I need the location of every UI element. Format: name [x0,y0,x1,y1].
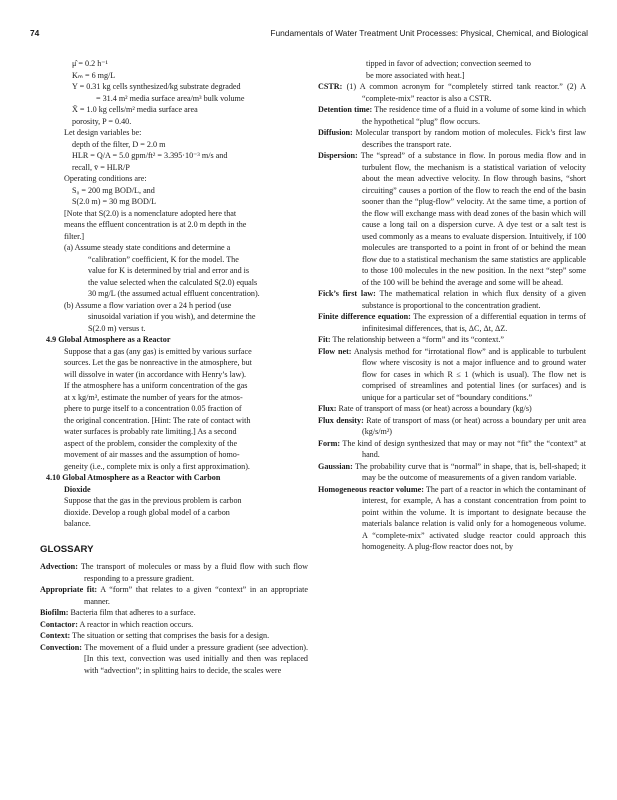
glossary-term: Context: [40,631,71,640]
glossary-term: Fit: [318,335,331,344]
glossary-entry [40,619,308,631]
glossary-definition: The transport of molecules or mass by a fluid flow with such flow responding to a pressure gradient. [80,562,308,583]
glossary-entry [40,584,308,607]
right-column [318,58,586,553]
glossary-entry [318,461,586,484]
problem-title: Global Atmosphere as a Reactor [58,335,171,344]
item-line: “calibration” coefficient, K for the model. The [88,254,239,264]
problem-number: 4.10 [46,473,61,482]
glossary-definition: The kind of design synthesized that may or may not “fit” the “context” at hand. [342,438,586,459]
glossary-entry [318,104,586,127]
item-line: the value selected when the calculated S(2.0) equals [88,277,258,287]
glossary-entry [318,311,586,334]
glossary-entry [318,334,586,346]
problem-4-10-title [40,472,308,484]
item-a [40,242,308,300]
problem-line: movement of air masses and the assumption of homo- [64,450,240,459]
glossary-term: Flux density: [318,415,364,425]
glossary-entry [318,288,586,311]
note-line: filter.] [64,231,85,241]
item-line: (b) Assume a flow variation over a 24 h period (use [64,300,232,310]
glossary-entry [318,415,586,438]
item-b [40,300,308,335]
glossary-entry [318,403,586,415]
glossary-term: Contactor: [40,619,78,629]
problem-line: water surfaces is probably rate limiting.] As a second [64,427,237,436]
problem-line: balance. [64,519,91,528]
problem-line: the original concentration. [Hint: The rate of contact with [64,415,251,425]
glossary-definition: The residence time of a fluid in a volume of some kind in which the hypothetical “plug” flow occurs. [362,105,586,126]
param-line: Y = 0.31 kg cells synthesized/kg substrate degraded [72,82,241,91]
glossary-term: Diffusion: [318,128,353,137]
glossary-term: Flux: [318,404,337,413]
continuation-line: be more associated with heat.] [366,70,465,80]
glossary-entry [318,127,586,150]
operating-line: S₀ = 200 mg BOD/L, and [72,185,155,195]
problem-line: Suppose that a gas (any gas) is emitted by various surface [64,346,252,356]
glossary-definition: The relationship between a “form” and its “context.” [332,335,504,344]
design-line: recall, v̄ = HLR/P [72,162,130,172]
glossary-definition: The “spread” of a substance in flow. In porous media flow and in turbulent flow, the mechanism is a statistical variation of velocity about the mean advective velocity. In flow through basins, “short circuiting” causes a portion of the flow to reach the end of the basin sooner than the “plug-flow” velocity. At the same time, a portion of the flow will exchange mass with dead zones of the basin which will cause a long tail on a dispersion curve. A dye test or a salt test is used commonly as a means to evaluate dispersion. Intuitively, if 100 molecules are transported to a point in front of or behind the mean flow due to a statistical mechanism the same statistics are applicable to those 100 molecules in the new position. In the next “step” some of the 100 will be behind the average and some will be ahead. [360,151,586,287]
problem-line: geneity (i.e., complete mix is only a first approximation). [64,461,250,471]
glossary-term: CSTR: [318,82,343,91]
param-line: porosity, P = 0.40. [72,116,132,126]
continuation-line: tipped in favor of advection; convection seemed to [366,59,531,68]
design-line: depth of the filter, D = 2.0 m [72,139,166,149]
operating-intro: Operating conditions are: [64,174,147,183]
note [40,208,308,243]
glossary-term: Biofilm: [40,608,69,617]
glossary-definition: The mathematical relation in which flux density of a given substance is proportional to the concentration gradient. [362,289,586,310]
glossary-term: Convection: [40,642,82,652]
param-line: = 31.4 m² media surface area/m³ bulk volume [96,93,245,103]
glossary-definition: (1) A common acronym for “completely stirred tank reactor.” (2) A “complete-mix” reactor is also a CSTR. [346,82,587,103]
glossary-term: Gaussian: [318,461,353,471]
glossary-entry [40,642,308,677]
glossary-entry [318,346,586,404]
running-header [30,28,588,42]
glossary-definition: Rate of transport of mass (or heat) across a boundary (kg/s) [338,404,532,413]
glossary-entry [40,561,308,584]
page-number: 74 [30,28,40,38]
problem-title-cont: Dioxide [64,484,91,494]
running-title: Fundamentals of Water Treatment Unit Processes: Physical, Chemical, and Biological [270,28,588,38]
glossary-definition: The part of a reactor in which the contaminant of interest, for example, A has a constant concentration from point to point within the volume. It is important to designate because the materials balance relation is valid only for a homogeneous volume. A “complete-mix” activated sludge reactor could approach this homogeneity. A plug-flow reactor does not, by [362,484,586,551]
problem-line: sources. Let the gas be nonreactive in the atmosphere, but [64,358,252,367]
glossary-definition: The situation or setting that comprises the basis for a design. [72,631,270,640]
problem-4-9-body [40,346,308,473]
glossary-heading: GLOSSARY [40,543,94,555]
glossary-definition: A “form” that relates to a given “context” in an appropriate manner. [84,585,308,606]
problem-line: dioxide. Develop a rough global model of a carbon [64,507,230,517]
glossary-definition: Bacteria film that adheres to a surface. [70,608,196,617]
glossary-definition: Molecular transport by random motion of molecules. Fick’s first law describes the transport rate. [355,128,586,149]
glossary-entry [40,630,308,642]
design-line: HLR = Q/A = 5.0 gpm/ft² = 3.395·10⁻³ m/s and [72,151,228,160]
glossary-entry [318,81,586,104]
problem-line: phere to purge itself to a concentration 0.05 fraction of [64,404,242,413]
item-line: 30 mg/L (the assumed actual effluent concentration). [88,289,260,298]
problem-line: will dissolve in water (in accordance with Henry’s law). [64,369,247,379]
glossary-term: Form: [318,438,341,448]
note-line: means the effluent concentration is at 2.0 m depth in the [64,220,247,229]
glossary-entry [40,607,308,619]
problem-line: Suppose that the gas in the previous problem is carbon [64,496,242,505]
glossary-entry [318,150,586,288]
param-line: Kₘ = 6 mg/L [72,70,116,80]
glossary-term: Fick’s first law: [318,289,376,298]
param-line: μ̂ = 0.2 h⁻¹ [72,59,108,68]
glossary-term: Homogeneous reactor volume: [318,484,424,494]
glossary-term: Dispersion: [318,151,358,160]
design-intro: Let design variables be: [64,128,142,137]
glossary-definition: The expression of a differential equation in terms of infinitesimal differences, that is, ΔC, Δt, ΔZ. [362,312,587,333]
left-column [40,58,308,676]
parameter-list [40,58,308,127]
glossary-term: Finite difference equation: [318,312,411,321]
item-line: sinusoidal variation if you wish), and determine the [88,312,256,321]
problem-4-10-body [40,495,308,530]
problem-4-9-title [40,334,308,346]
item-line: (a) Assume steady state conditions and determine a [64,243,231,252]
glossary-term: Advection: [40,562,78,571]
glossary-definition: Rate of transport of mass (or heat) across a boundary per unit area (kg/s/m²) [362,415,587,436]
glossary-term: Flow net: [318,346,352,356]
glossary-entry [318,438,586,461]
glossary-continuation [318,58,586,81]
problem-title: Global Atmosphere as a Reactor with Carbon [62,473,221,482]
param-line: X̄ = 1.0 kg cells/m² media surface area [72,105,198,114]
operating-line: S(2.0 m) = 30 mg BOD/L [72,197,157,206]
item-line: value for K is determined by trial and error and is [88,266,250,275]
glossary-term: Appropriate fit: [40,585,98,594]
item-line: S(2.0 m) versus t. [88,323,146,333]
glossary-definition: The movement of a fluid under a pressure gradient (see advection). [In this text, convection was used initially and then was replaced with “advection”; in splitting hairs to decide, the scales were [84,642,308,675]
glossary-definition: A reactor in which reaction occurs. [79,619,194,629]
problem-line: If the atmosphere has a uniform concentration of the gas [64,381,248,390]
problem-line: aspect of the problem, consider the complexity of the [64,438,238,448]
glossary-entry [318,484,586,553]
note-line: [Note that S(2.0) is a nomenclature adopted here that [64,208,237,218]
glossary-term: Detention time: [318,105,373,114]
glossary-definition: The probability curve that is “normal” in shape, that is, bell-shaped; it may be the outcome of measurements of a given random variable. [355,461,586,482]
problem-line: at x kg/m³, estimate the number of years for the atmos- [64,392,243,402]
problem-number: 4.9 [46,335,57,344]
glossary-definition: Analysis method for “irrotational flow” and is applicable to turbulent flow where viscosity is not a major influence and to ground water flow for cases in which R ≤ 1 (which is usual). The flow net is comprised of streamlines and potential lines (or surfaces) and is unique for a particular set of “boundary conditions.” [353,346,586,402]
operating-list [40,185,308,208]
design-list [40,139,308,174]
